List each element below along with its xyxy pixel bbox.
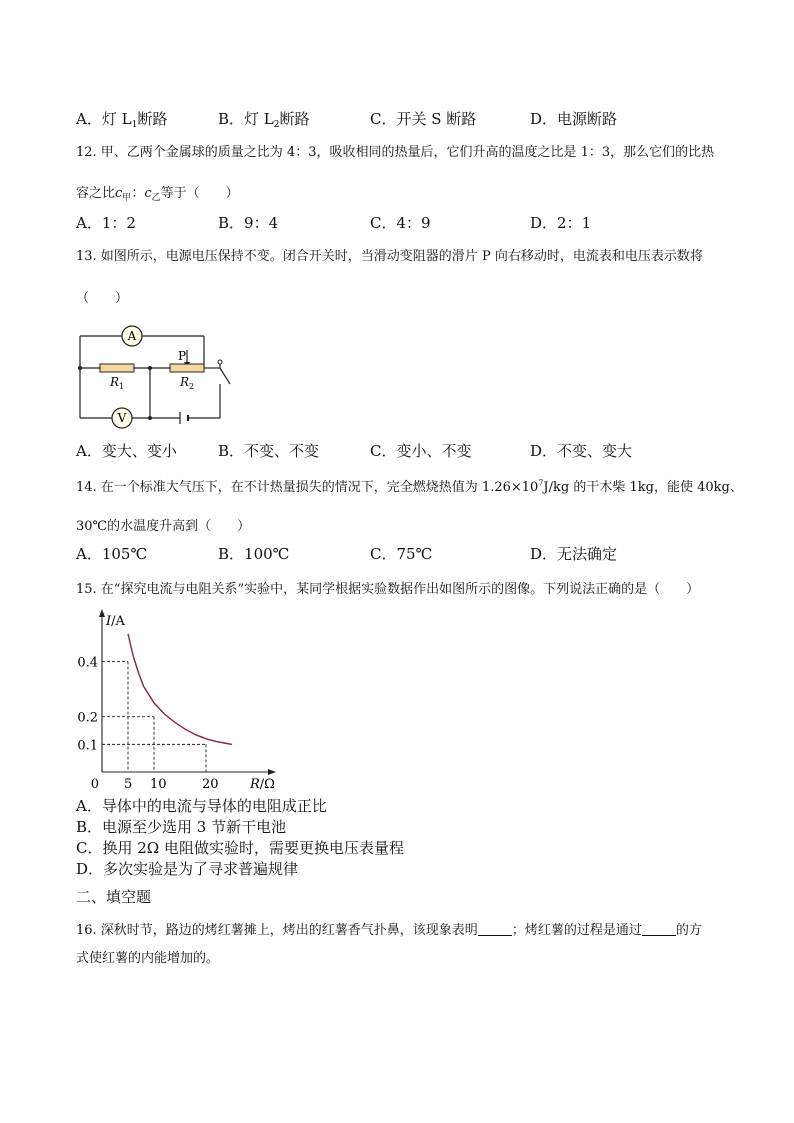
q14-option-d: D．无法确定 — [530, 545, 618, 563]
q14-option-a: A．105℃ — [76, 545, 148, 563]
junction-dot — [148, 416, 152, 420]
y-tick-label: 0.4 — [77, 655, 98, 671]
q12-stem-line1: 12. 甲、乙两个金属球的质量之比为 4：3，吸收相同的热量后，它们升高的温度之比是 1：3，那么它们的比热 — [76, 145, 715, 160]
q14-stem-line1: 14. 在一个标准大气压下，在不计热量损失的情况下，完全燃烧热值为 $1.26\times 10^7J/kg$ 的干木柴 1kg，能使 40kg、 — [76, 478, 743, 495]
x-axis-arrow-icon — [268, 769, 276, 775]
q15-stem: 15. 在“探究电流与电阻关系”实验中，某同学根据实验数据作出如图所示的图像。下列说法正确的是（ ） — [76, 582, 700, 597]
x-tick-label: 10 — [150, 777, 167, 792]
y-axis-arrow-icon — [99, 609, 105, 617]
r2-label: R — [180, 375, 190, 389]
voltmeter-label: V — [117, 411, 127, 425]
r1-label: R — [110, 375, 120, 389]
q15-option-a: A．导体中的电流与导体的电阻成正比 — [76, 797, 327, 815]
resistor-r2 — [170, 364, 204, 372]
q14-option-c: C．75℃ — [370, 545, 433, 563]
slider-label: P — [178, 349, 187, 363]
r1-subscript: 1 — [119, 382, 125, 391]
circuit-diagram — [70, 318, 250, 430]
y-tick-label: 0.2 — [77, 710, 98, 726]
q12-option-a: A．1：2 — [76, 214, 136, 232]
q15-option-d: D．多次实验是为了寻求普遍规律 — [76, 860, 299, 878]
current-resistance-chart — [70, 605, 290, 795]
q13-option-b: B．不变、不变 — [218, 442, 320, 460]
q16-stem-line1: 16. 深秋时节，路边的烤红薯摊上，烤出的红薯香气扑鼻，该现象表明 ；烤红薯的过程是通过 的方 — [76, 923, 702, 938]
r2-subscript: 2 — [189, 382, 195, 391]
q16-stem-line2: 式使红薯的内能增加的。 — [76, 951, 220, 966]
q15-option-b: B．电源至少选用 3 节新干电池 — [76, 818, 287, 836]
junction-dot — [148, 366, 152, 370]
q15-option-c: C．换用 2Ω 电阻做实验时，需要更换电压表量程 — [76, 839, 404, 857]
q11-option-a: A．灯 $L_1$断路 — [76, 110, 168, 130]
q12-option-c: C．4：9 — [370, 214, 431, 232]
q13-stem-line1: 13. 如图所示，电源电压保持不变。闭合开关时，当滑动变阻器的滑片 P 向右移动时，电流表和电压表示数将 — [76, 249, 703, 264]
y-axis-label: I/A — [106, 614, 125, 629]
x-axis-label: R/Ω — [250, 777, 275, 792]
y-tick-label: 0.1 — [77, 738, 98, 754]
q11-option-b: B．灯 $L_2$断路 — [218, 110, 310, 130]
answer-blank-1[interactable] — [478, 923, 512, 936]
q12-option-d: D．2：1 — [530, 214, 592, 232]
q14-option-b: B．100℃ — [218, 545, 290, 563]
q13-option-d: D．不变、变大 — [530, 442, 633, 460]
x-tick-label: 5 — [124, 777, 133, 792]
junction-dot — [78, 366, 82, 370]
q11-option-d: D．电源断路 — [530, 110, 618, 128]
q11-option-c: C．开关 S 断路 — [370, 110, 477, 128]
answer-blank-2[interactable] — [642, 923, 676, 936]
x-tick-label: 0 — [90, 777, 99, 792]
series-curve — [128, 634, 232, 745]
q13-stem-line2: （ ） — [76, 291, 129, 306]
q13-option-c: C．变小、不变 — [370, 442, 472, 460]
ammeter-label: A — [127, 329, 137, 343]
switch-contact — [218, 360, 222, 364]
q12-option-b: B．9：4 — [218, 214, 279, 232]
q12-stem-line2: 容之比$c_甲$：$c_乙$等于（ ） — [76, 186, 239, 203]
q14-stem-line2: 30℃的水温度升高到（ ） — [76, 519, 251, 534]
x-tick-label: 20 — [202, 777, 219, 792]
resistor-r1 — [100, 364, 134, 372]
section-heading: 二、填空题 — [76, 888, 152, 906]
q13-option-a: A．变大、变小 — [76, 442, 177, 460]
